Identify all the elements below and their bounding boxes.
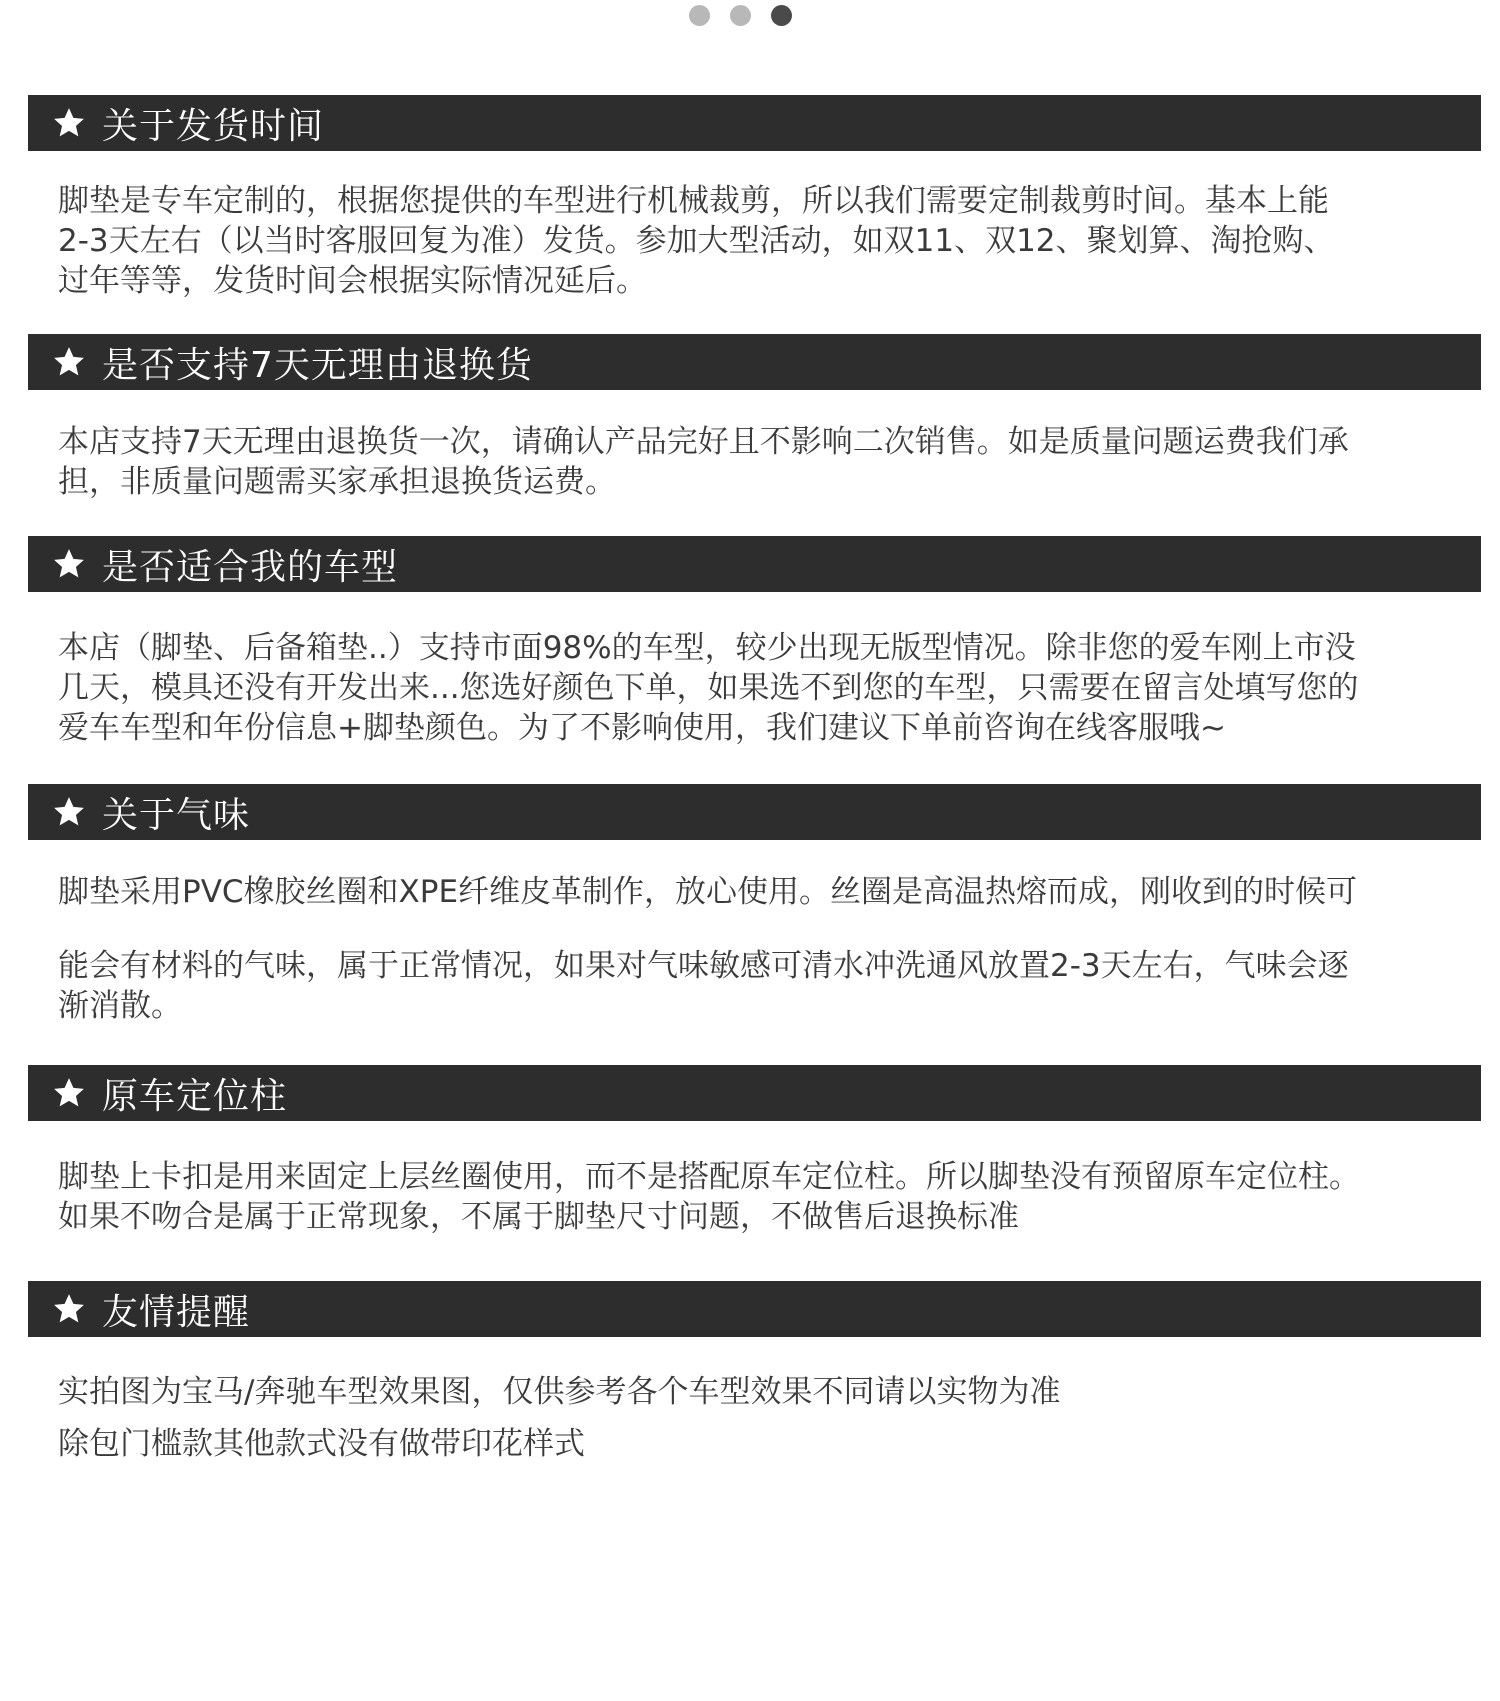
- star-icon: [52, 547, 86, 581]
- section-title: 是否支持7天无理由退换货: [102, 344, 533, 386]
- text-line: 实拍图为宝马/奔驰车型效果图，仅供参考各个车型效果不同请以实物为准: [58, 1374, 1061, 1410]
- section-title: 关于发货时间: [102, 105, 325, 147]
- section-title: 是否适合我的车型: [102, 546, 399, 588]
- section-body-return-policy: [58, 422, 1478, 502]
- carousel-dot-2[interactable]: [730, 5, 751, 26]
- text-line: 脚垫上卡扣是用来固定上层丝圈使用，而不是搭配原车定位柱。所以脚垫没有预留原车定位柱。: [58, 1159, 1360, 1195]
- text-line: 脚垫是专车定制的，根据您提供的车型进行机械裁剪，所以我们需要定制裁剪时间。基本上能: [58, 183, 1329, 219]
- section-header-return-policy: [28, 334, 1481, 390]
- section-body-car-model: [58, 628, 1478, 748]
- section-header-odor: [28, 784, 1481, 840]
- star-icon: [52, 1292, 86, 1326]
- text-line: 爱车车型和年份信息+脚垫颜色。为了不影响使用，我们建议下单前咨询在线客服哦~: [58, 710, 1226, 746]
- section-title: 原车定位柱: [102, 1075, 288, 1117]
- star-icon: [52, 106, 86, 140]
- text-line: 过年等等，发货时间会根据实际情况延后。: [58, 263, 647, 299]
- carousel-indicator: [0, 5, 1500, 26]
- star-icon: [52, 795, 86, 829]
- section-title: 友情提醒: [102, 1291, 251, 1333]
- section-body-shipping: [58, 181, 1478, 301]
- text-line: 2-3天左右（以当时客服回复为准）发货。参加大型活动，如双11、双12、聚划算、淘抢购、: [58, 223, 1335, 259]
- section-body-odor: [58, 872, 1478, 1026]
- section-header-positioning-pins: [28, 1065, 1481, 1121]
- text-line: 几天，模具还没有开发出来...您选好颜色下单，如果选不到您的车型，只需要在留言处填写您的: [58, 670, 1359, 706]
- text-line: 如果不吻合是属于正常现象，不属于脚垫尺寸问题，不做售后退换标准: [58, 1199, 1019, 1235]
- text-line: 除包门槛款其他款式没有做带印花样式: [58, 1426, 585, 1462]
- text-line: 本店支持7天无理由退换货一次，请确认产品完好且不影响二次销售。如是质量问题运费我们承: [58, 424, 1349, 460]
- section-header-shipping: [28, 95, 1481, 151]
- section-body-positioning-pins: [58, 1157, 1478, 1237]
- section-body-friendly-reminder: [58, 1372, 1478, 1464]
- section-header-car-model: [28, 536, 1481, 592]
- section-title: 关于气味: [102, 794, 251, 836]
- text-line: 能会有材料的气味，属于正常情况，如果对气味敏感可清水冲洗通风放置2-3天左右，气味会逐: [58, 948, 1349, 984]
- carousel-dot-3[interactable]: [771, 5, 792, 26]
- text-line: 脚垫采用PVC橡胶丝圈和XPE纤维皮革制作，放心使用。丝圈是高温热熔而成，刚收到的时候可: [58, 874, 1358, 910]
- star-icon: [52, 1076, 86, 1110]
- carousel-dot-1[interactable]: [689, 5, 710, 26]
- text-line: 本店（脚垫、后备箱垫..）支持市面98%的车型，较少出现无版型情况。除非您的爱车刚上市没: [58, 630, 1356, 666]
- text-line: 渐消散。: [58, 988, 182, 1024]
- text-line: 担，非质量问题需买家承担退换货运费。: [58, 464, 616, 500]
- section-header-friendly-reminder: [28, 1281, 1481, 1337]
- star-icon: [52, 345, 86, 379]
